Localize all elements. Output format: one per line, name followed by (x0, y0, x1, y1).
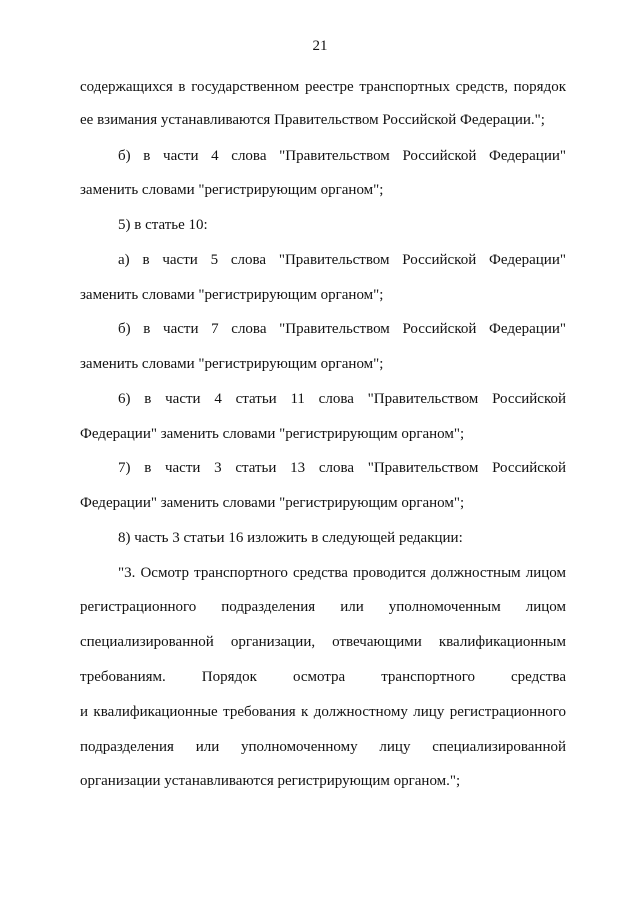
text-line: 5) в статье 10: (118, 217, 208, 233)
text-line: "3. Осмотр транспортного средства проводится должностным лицом (118, 565, 566, 581)
text-line: б) в части 4 слова "Правительством Российской Федерации" (118, 148, 566, 164)
text-line: ее взимания устанавливаются Правительством Российской Федерации."; (80, 112, 545, 128)
text-line: Федерации" заменить словами "регистрирующим органом"; (80, 426, 465, 442)
text-line: содержащихся в государственном реестре транспортных средств, порядок (80, 79, 566, 95)
text-line: заменить словами "регистрирующим органом"; (80, 287, 384, 303)
text-line: 7) в части 3 статьи 13 слова "Правительством Российской (118, 460, 566, 476)
text-line: б) в части 7 слова "Правительством Российской Федерации" (118, 321, 566, 337)
text-line: специализированной организации, отвечающими квалификационным (80, 634, 566, 650)
text-line: 6) в части 4 статьи 11 слова "Правительством Российской (118, 391, 566, 407)
text-line: и квалификационные требования к должностному лицу регистрационного (80, 704, 566, 720)
text-line: а) в части 5 слова "Правительством Российской Федерации" (118, 252, 566, 268)
text-line: Федерации" заменить словами "регистрирующим органом"; (80, 495, 465, 511)
text-line: 8) часть 3 статьи 16 изложить в следующей редакции: (118, 530, 463, 546)
text-line: организации устанавливаются регистрирующим органом."; (80, 773, 461, 789)
text-line: регистрационного подразделения или уполномоченным лицом (80, 599, 566, 615)
text-line: заменить словами "регистрирующим органом"; (80, 356, 384, 372)
text-line: заменить словами "регистрирующим органом"; (80, 182, 384, 198)
text-line: требованиям. Порядок осмотра транспортного средства (80, 669, 566, 685)
page-number: 21 (312, 38, 328, 54)
text-line: подразделения или уполномоченному лицу специализированной (80, 739, 566, 755)
